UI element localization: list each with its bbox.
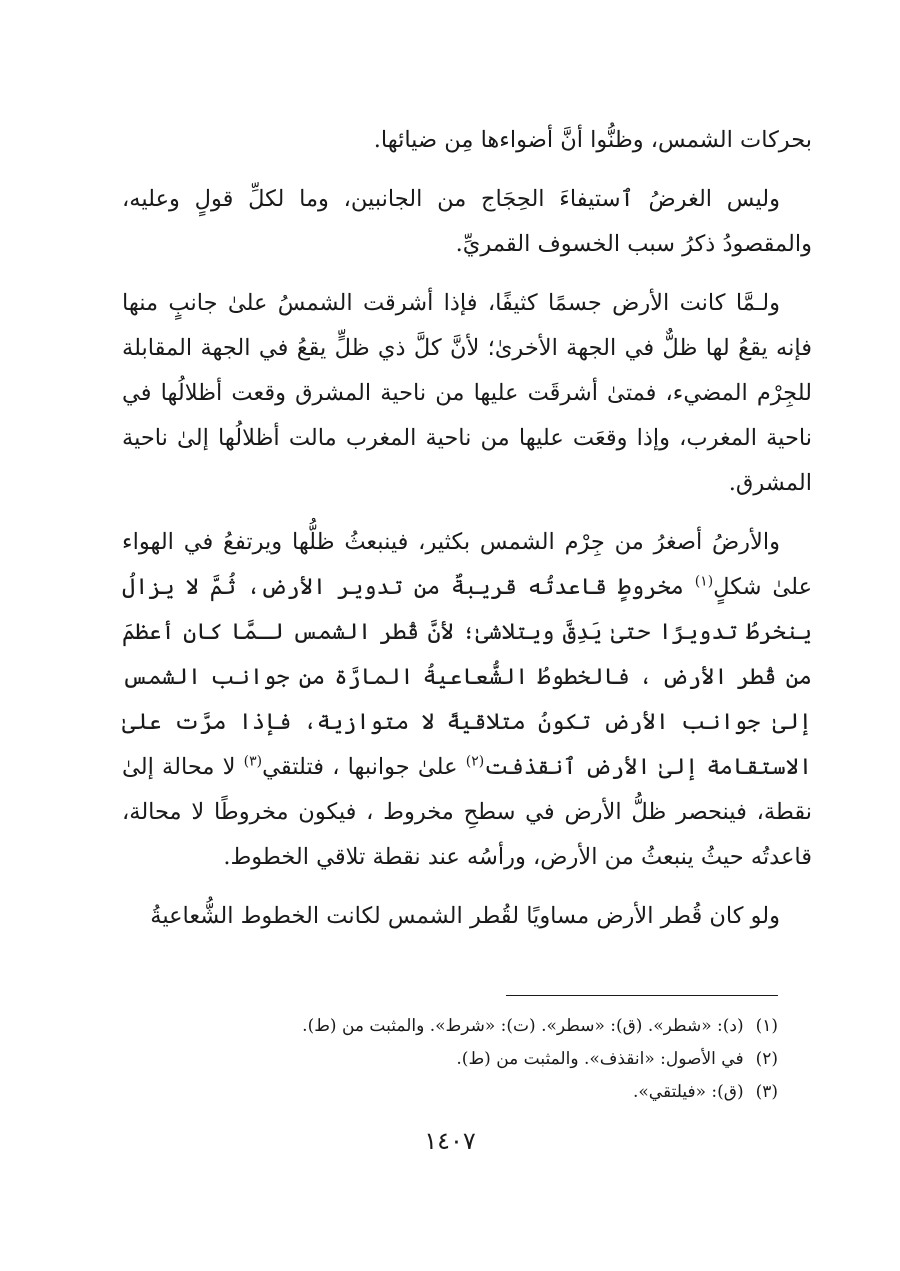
page-number: ١٤٠٧ bbox=[424, 1127, 476, 1155]
footnote-text: (ق): «فيلتقي». bbox=[633, 1082, 744, 1102]
paragraph-4 bbox=[122, 520, 812, 880]
paragraph-4-text: علىٰ جوانبها ، فتلتقي bbox=[262, 754, 466, 780]
paragraph-2: وليس الغرضُ ٱستيفاءَ الحِجَاج من الجانبين، وما لكلِّ قولٍ وعليه، والمقصودُ ذكرُ سبب الخسوف القمريِّ. bbox=[122, 186, 812, 257]
paragraph-1: بحركات الشمس، وظنُّوا أنَّ أضواءها مِن ضيائها. bbox=[373, 127, 812, 153]
paragraph-3: ولـمَّا كانت الأرض جسمًا كثيفًا، فإذا أشرقت الشمسُ علىٰ جانبٍ منها فإنه يقعُ لها ظلٌّ في الجهة الأخرىٰ؛ لأنَّ كلَّ ذي ظلٍّ يقعُ في الجهة المقابلة للجِرْم المضيء، فمتىٰ أشرقَت عليها من ناحية المشرق وقعت أظلالُها في ناحية المغرب، وإذا وقعَت عليها من ناحية المغرب مالت أظلالُها إلىٰ ناحية المشرق. bbox=[122, 290, 812, 496]
page-body bbox=[122, 118, 812, 953]
footnote-3 bbox=[88, 1076, 778, 1109]
footnote-1 bbox=[88, 1010, 778, 1043]
paragraph-4-text: والأرضُ أصغرُ من جِرْم الشمس بكثير، فينبعثُ ظلُّها ويرتفعُ في الهواء علىٰ شكلٍ bbox=[122, 529, 812, 600]
footnote-ref-3[interactable]: (٣) bbox=[243, 753, 263, 770]
footnote-separator bbox=[506, 995, 778, 996]
footnote-ref-2[interactable]: (٢) bbox=[465, 753, 485, 770]
footnote-number: (٢) bbox=[755, 1049, 778, 1069]
footnote-number: (٣) bbox=[755, 1082, 778, 1102]
footnote-ref-1[interactable]: (١) bbox=[694, 573, 714, 590]
footnote-text: (د): «شطر». (ق): «سطر». (ت): «شرط». والمثبت من (ط). bbox=[302, 1016, 744, 1036]
paragraph-4-text: لا محالة إلىٰ نقطة، فينحصر ظلُّ الأرض في سطحِ مخروط ، فيكون مخروطًا لا محالة، قاعدتُه حيثُ ينبعثُ من الأرض، ورأسُه عند نقطة تلاقي الخطوط. bbox=[122, 754, 812, 870]
footnote-number: (١) bbox=[755, 1016, 778, 1036]
footnote-text: في الأصول: «انقذف». والمثبت من (ط). bbox=[456, 1049, 744, 1069]
footnotes bbox=[88, 1010, 778, 1109]
footnote-2 bbox=[88, 1043, 778, 1076]
paragraph-5: ولو كان قُطر الأرض مساويًا لقُطر الشمس لكانت الخطوط الشُّعاعيةُ bbox=[150, 903, 780, 929]
paragraph-4-text: مخروطٍ قاعدتُه قريبةٌ من تدوير الأرض، ثُمَّ لا يزالُ ينخرطُ تدويرًا حتىٰ يَدِقَّ ويتلاشىٰ؛ لأنَّ قُطر الشمس لـمَّا كان أعظمَ من قُطر الأرض ، فالخطوطُ الشُّعاعيةُ المارَّة من جوانب الشمس إلىٰ جوانب الأرض تكونُ متلاقيةً لا متوازية، فإذا مرَّت علىٰ الاستقامة إلىٰ الأرض ٱنقذفت bbox=[122, 574, 812, 780]
